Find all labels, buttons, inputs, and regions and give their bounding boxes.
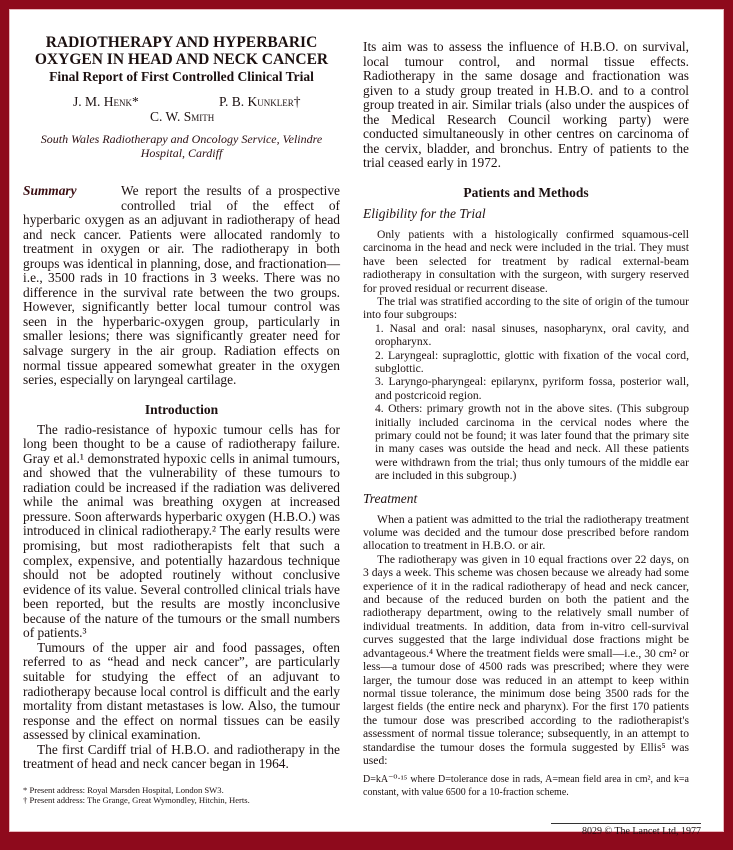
author-kunkler: P. B. Kunkler†: [219, 94, 301, 109]
subgroup-item: 1. Nasal and oral: nasal sinuses, nasopharynx, oral cavity, and oropharynx.: [375, 321, 689, 349]
introduction-heading: Introduction: [144, 401, 219, 417]
right-column: [363, 40, 689, 799]
authors: [23, 94, 340, 126]
eligibility-paragraph: Only patients with a histologically confirmed squamous-cell carcinoma in the head and neck were included in the trial. They must have been selected for treatment by radical external-beam radiotherapy in consultation with the surgeon, with surgery reserved for proved residual or recurrent disease.: [363, 227, 689, 295]
article-page: [9, 9, 724, 837]
eligibility-paragraph: The trial was stratified according to the site of origin of the tumour into four subgroups:: [363, 294, 689, 322]
author-henk: J. M. Henk*: [73, 94, 139, 109]
title-line-2: OXYGEN IN HEAD AND NECK CANCER: [34, 50, 329, 68]
methods-heading: Patients and Methods: [463, 184, 589, 200]
eligibility-heading: Eligibility for the Trial: [363, 205, 486, 221]
treatment-heading: Treatment: [363, 490, 418, 506]
subtitle: Final Report of First Controlled Clinical Trial: [49, 69, 314, 84]
subgroup-item: 2. Laryngeal: supraglottic, glottic with fixation of the vocal cord, subglottic.: [375, 348, 689, 375]
intro-continued: Its aim was to assess the influence of H.B.O. on survival, local tumour control, and normal tissue effects. Radiotherapy in the same dosage and fractionation was given to a study group treated in H.B.O. and to a control group treated in air. Similar trials (also under the auspices of the Medical Research Council working party) were conducted simultaneously in other centres on carcinoma of the cervix, bladder, and bronchus. Entry of patients to the trial ceased early in 1972.: [363, 39, 689, 171]
author-smith: C. W. Smith: [150, 109, 215, 124]
subgroup-item: 3. Laryngo-pharyngeal: epilarynx, pyriform fossa, posterior wall, and postcricoid region.: [375, 375, 689, 402]
treatment-paragraph: The radiotherapy was given in 10 equal fractions over 22 days, on 3 days a week. This scheme was chosen because we already had some experience of it in the radical radiotherapy of head and neck cancer, and because of the reduced burden on both the patient and the radiotherapy department, owing to the relatively small number of individual treatments. In addition, data from in-vitro cell-survival curves suggested that the large individual dose fractions might be advantageous.⁴ Where the treatment fields were small—i.e., 30 cm² or less—a tumour dose of 4500 rads was prescribed; where they were larger, the tumour dose was reduced in an attempt to keep within normal tissue tolerance, the minimum dose being 3500 rads for the largest fields (the entire neck and pharynx). For the first 170 patients the tumour dose was prescribed according to the radiotherapist's assessment of normal tissue tolerance; subsequently, in an attempt to standardise the tumour doses the formula suggested by Ellis⁵ was used:: [363, 552, 689, 767]
footnote: † Present address: The Grange, Great Wymondley, Hitchin, Herts.: [23, 795, 250, 806]
copyright-footer: 8029 © The Lancet Ltd, 1977: [551, 823, 701, 837]
subgroup-list: [363, 322, 689, 483]
affiliation: South Wales Radiotherapy and Oncology Service, Velindre Hospital, Cardiff: [40, 132, 323, 160]
intro-paragraph: The radio-resistance of hypoxic tumour cells has for long been thought to be a cause of radiotherapy failure. Gray et al.¹ demonstrated hypoxic cells in animal tumours, and showed that the vulnerability of these tumours to radiation could be increased if the radiation was delivered while the animal was breathing oxygen at increased pressure. Soon afterwards hyperbaric oxygen (H.B.O.) was introduced in clinical radiotherapy.² The early results were promising, but most radiotherapists felt that such a complex, expensive, and potentially hazardous technique should not be adopted routinely without conclusive evidence of its value. Several controlled clinical trials have been reported, but the results are mostly inconclusive because of the nature of the tumours or the small numbers of patients.³: [23, 421, 340, 641]
intro-paragraph: Tumours of the upper air and food passages, often referred to as “head and neck cancer”, are particularly suitable for studying the effect of an adjuvant to radiotherapy because local control is difficult and the early mortality from distant metastases is low. Also, the tumour response and the effect on normal tissues can be easily assessed by clinical examination.: [23, 639, 340, 743]
summary: [23, 184, 340, 388]
left-column: [23, 35, 340, 806]
title-line-1: RADIOTHERAPY AND HYPERBARIC: [45, 34, 318, 51]
intro-paragraph: The first Cardiff trial of H.B.O. and radiotherapy in the treatment of head and neck cancer began in 1964.: [23, 741, 340, 772]
dose-formula: D=kA⁻⁰·¹⁵ where D=tolerance dose in rads, A=mean field area in cm², and k=a constant, with value 6500 for a 10-fraction scheme.: [363, 774, 689, 799]
summary-text: We report the results of a prospective controlled trial of the effect of hyperbaric oxygen as an adjuvant in radiotherapy of head and neck cancer. Patients were allocated randomly to treatment in oxygen or air. The radiotherapy in both groups was identical in planning, dose, and fractionation—i.e., 3500 rads in 10 fractions in 3 weeks. There was no difference in the survival rate between the two groups. However, significantly better local tumour control was seen in the hyperbaric-oxygen group, particularly in smaller lesions; there was significantly greater need for salvage surgery in the air group. Radiation effects on normal tissue appeared somewhat greater in the oxygen series, especially on laryngeal cartilage.: [23, 183, 340, 388]
footnote: * Present address: Royal Marsden Hospital, London SW3.: [23, 784, 224, 795]
subgroup-item: 4. Others: primary growth not in the above sites. (This subgroup initially included carcinoma in the cervical nodes where the primary could not be found; it was later found that the primary site in many cases was outside the head and neck. All these patients were withdrawn from the trial; thus only tumours of the middle ear are included in this subgroup.): [375, 402, 689, 483]
footnotes: [23, 785, 340, 806]
summary-label: Summary: [23, 183, 77, 198]
treatment-paragraph: When a patient was admitted to the trial the radiotherapy treatment volume was decided and the tumour dose prescribed before random allocation to treatment in H.B.O. or air.: [363, 512, 689, 553]
